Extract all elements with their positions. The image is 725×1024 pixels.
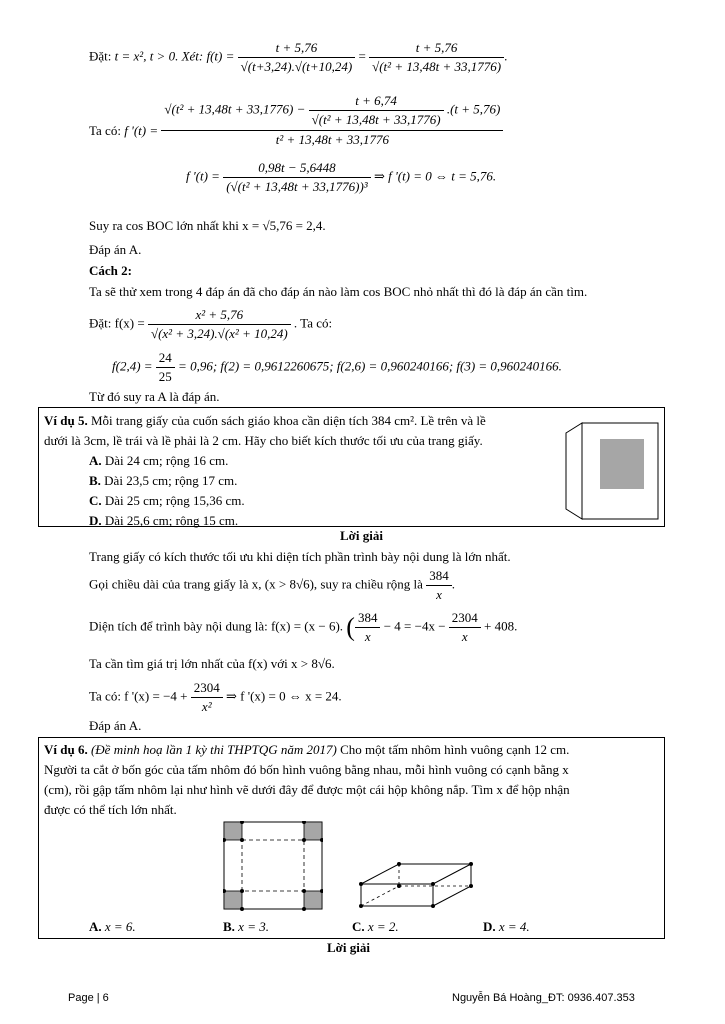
option-b: B. Dài 23,5 cm; rộng 17 cm. bbox=[89, 473, 238, 488]
ex6-option-c: C. x = 2. bbox=[352, 919, 399, 934]
ex6-option-a: A. x = 6. bbox=[89, 919, 136, 934]
ex6-option-b: B. x = 3. bbox=[223, 919, 269, 934]
fraction: $\frac{24}{25}$ bbox=[156, 350, 175, 385]
example-6-box bbox=[38, 737, 665, 939]
fraction: $\frac{2304}{\text{x²}}$ bbox=[191, 680, 223, 715]
solution-5-answer: Đáp án A. bbox=[89, 718, 142, 733]
fraction: $\frac{t + 5,76}{\text{√(t² + 13,48t + 33,1776)}}$ bbox=[369, 40, 504, 75]
solution-5-line-4: Ta cần tìm giá trị lớn nhất của f(x) với x > 8√6. bbox=[89, 656, 335, 671]
fx-definition: Đặt: f(x) = $\frac{\text{x² + 5,76}}{\text{√(x² + 3,24).√(x² + 10,24)}}$ . Ta có: bbox=[89, 307, 333, 341]
method-2-text: Ta sẽ thử xem trong 4 đáp án đã cho đáp án nào làm cos BOC nhỏ nhất thì đó là đáp án cần tìm. bbox=[89, 284, 588, 299]
option-a: A. Dài 24 cm; rộng 16 cm. bbox=[89, 453, 229, 468]
fraction: $\frac{2304}{x}$ bbox=[449, 610, 481, 645]
method-2-title: Cách 2: bbox=[89, 263, 132, 278]
solution-5-heading: Lời giải bbox=[340, 528, 383, 543]
solution-5-line-1: Trang giấy có kích thước tối ưu khi diện tích phần trình bày nội dung là lớn nhất. bbox=[89, 549, 511, 564]
conclusion-line: Từ đó suy ra A là đáp án. bbox=[89, 389, 220, 404]
book-page-illustration bbox=[562, 415, 660, 521]
example-6-text: Ví dụ 6. (Đề minh hoạ lần 1 kỳ thi THPTQG năm 2017) Cho một tấm nhôm hình vuông cạnh 12 cm. Người ta cắt ở bốn góc của tấm nhôm đó bốn hình vuông bằng nhau, mỗi hình vuông có cạnh bằng x (cm), rồi gập tấm nhôm lại như hình vẽ dưới đây để được một cái hộp không nắp. Tìm x để hộp nhận được có thể tích lớn nhất. bbox=[44, 742, 570, 817]
fraction: $\frac{\text{x² + 5,76}}{\text{√(x² + 3,24).√(x² + 10,24)}}$ bbox=[148, 307, 291, 342]
solution-5-line-2: Gọi chiều dài của trang giấy là x, (x > 8√6), suy ra chiều rộng là $\frac{384}{x}$ . bbox=[89, 568, 455, 602]
option-d: D. Dài 25,6 cm; rộng 15 cm. bbox=[89, 513, 239, 528]
fraction: √(t² + 13,48t + 33,1776) − $\frac{t + 6,74}{\text{√(t² + 13,48t + 33,1776)}}$ .(t + 5,76) t² + 13,48t + 33,1776 bbox=[161, 93, 503, 148]
suy-ra-line: Suy ra cos BOC lớn nhất khi x = √5,76 = 2,4. bbox=[89, 218, 326, 233]
option-c: C. Dài 25 cm; rộng 15,36 cm. bbox=[89, 493, 245, 508]
author-footer: Nguyễn Bá Hoàng_ĐT: 0936.407.353 bbox=[452, 992, 635, 1004]
fraction: $\frac{0,98t - 5,6448}{\text{(√(t² + 13,48t + 33,1776))³}}$ bbox=[223, 160, 371, 195]
example-5-box bbox=[38, 407, 665, 527]
values-line: f(2,4) = $\frac{24}{25}$ = 0,96; f(2) = 0,9612260675; f(2,6) = 0,960240166; f(3) = 0,960240166. bbox=[112, 350, 562, 384]
open-box-diagram bbox=[357, 860, 477, 910]
solution-5-line-3: Diện tích để trình bày nội dung là: f(x) = (x − 6). ( $\frac{384}{x}$ − 4 = −4x − $\frac{2304}{x}$ + 408. bbox=[89, 610, 518, 644]
page-number: Page | 6 bbox=[68, 992, 109, 1004]
answer-line: Đáp án A. bbox=[89, 242, 142, 257]
ex6-option-d: D. x = 4. bbox=[483, 919, 530, 934]
fraction: $\frac{384}{x}$ bbox=[426, 568, 452, 603]
derivative-line: Ta có: f '(t) = √(t² + 13,48t + 33,1776) − $\frac{t + 6,74}{\text{√(t² + 13,48t + 33,1776)}}$ .(t + 5,76) t² + 13,48t + 33,1776 bbox=[89, 93, 503, 148]
solution-5-line-5: Ta có: f '(x) = −4 + $\frac{2304}{\text{x²}}$ ⇒ f '(x) = 0 ⇔ x = 24. bbox=[89, 680, 342, 714]
dat-line: Đặt: t = x², t > 0. Xét: f(t) = $\frac{t + 5,76}{√(t+3,24).√(t+10,24)}$ = $\frac{t + 5,76}{\text{√(t² + 13,48t + 33,1776)}}$ . bbox=[89, 40, 508, 74]
solution-6-heading: Lời giải bbox=[327, 940, 370, 955]
example-5-text: Ví dụ 5. Mỗi trang giấy của cuốn sách giáo khoa cần diện tích 384 cm². Lề trên và lề dưới là 3cm, lề trái và lề phải là 2 cm. Hãy cho biết kích thước tối ưu của trang giấy. bbox=[44, 413, 486, 448]
fraction: $\frac{t + 5,76}{√(t+3,24).√(t+10,24)}$ bbox=[238, 40, 356, 75]
fraction: $\frac{384}{x}$ bbox=[355, 610, 381, 645]
aluminum-sheet-diagram bbox=[223, 821, 323, 911]
derivative-simplified: f '(t) = $\frac{0,98t - 5,6448}{\text{(√(t² + 13,48t + 33,1776))³}}$ ⇒ f '(t) = 0 ⇔ t = 5,76. bbox=[186, 160, 497, 194]
